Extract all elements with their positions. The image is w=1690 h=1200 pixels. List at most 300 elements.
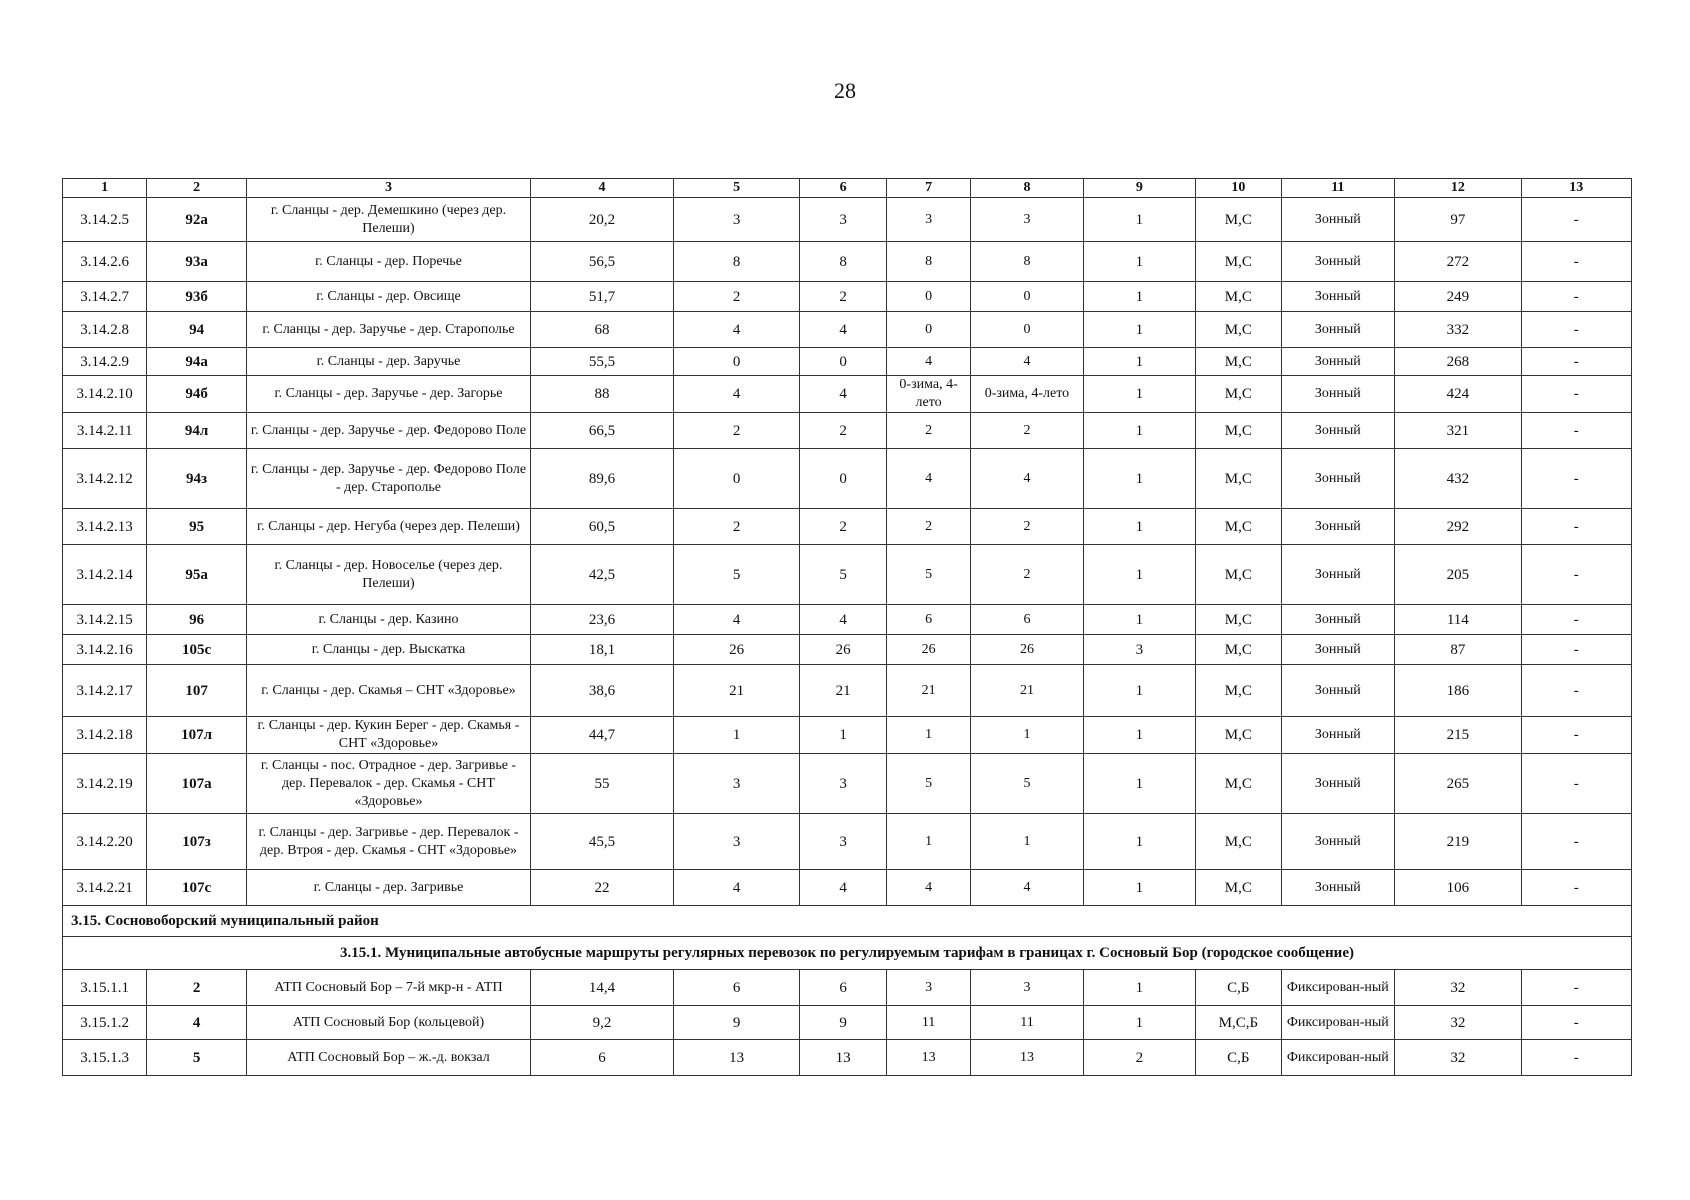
row-number: 3.14.2.6 [63,242,147,282]
vehicle-class: М,С [1196,635,1281,665]
table-body [63,198,1632,1076]
cell-col6: 4 [800,870,887,906]
row-number: 3.14.2.16 [63,635,147,665]
cell-col7: 3 [886,970,970,1006]
route-length: 66,5 [531,413,674,449]
route-name: г. Сланцы - дер. Негуба (через дер. Пелеши) [246,509,530,545]
tariff-type: Фиксирован-ный [1281,1040,1395,1076]
cell-col7: 2 [886,413,970,449]
cell-col13: - [1521,754,1631,814]
cell-col13: - [1521,198,1631,242]
row-number: 3.14.2.20 [63,814,147,870]
tariff-type: Зонный [1281,870,1395,906]
table-row [63,282,1632,312]
tariff-type: Зонный [1281,449,1395,509]
table-row [63,605,1632,635]
route-name: г. Сланцы - дер. Заручье - дер. Федорово Поле [246,413,530,449]
cell-col9: 1 [1083,348,1195,376]
cell-col5: 4 [673,312,800,348]
cell-col12: 219 [1395,814,1522,870]
cell-col9: 1 [1083,545,1195,605]
cell-col13: - [1521,376,1631,413]
cell-col8: 4 [971,348,1083,376]
cell-col13: - [1521,814,1631,870]
route-name: г. Сланцы - дер. Заручье - дер. Федорово Поле - дер. Старополье [246,449,530,509]
row-number: 3.14.2.17 [63,665,147,717]
cell-col12: 321 [1395,413,1522,449]
cell-col8: 2 [971,413,1083,449]
cell-col6: 4 [800,376,887,413]
cell-col6: 2 [800,509,887,545]
vehicle-class: М,С,Б [1196,1006,1281,1040]
route-number: 4 [147,1006,246,1040]
route-name: г. Сланцы - дер. Заручье - дер. Старополье [246,312,530,348]
cell-col8: 1 [971,814,1083,870]
route-number: 93б [147,282,246,312]
cell-col8: 0 [971,282,1083,312]
cell-col13: - [1521,348,1631,376]
route-name: г. Сланцы - дер. Кукин Берег - дер. Скамья - СНТ «Здоровье» [246,717,530,754]
cell-col6: 4 [800,312,887,348]
cell-col13: - [1521,242,1631,282]
cell-col8: 13 [971,1040,1083,1076]
route-length: 38,6 [531,665,674,717]
cell-col5: 6 [673,970,800,1006]
tariff-type: Зонный [1281,242,1395,282]
cell-col6: 0 [800,348,887,376]
route-length: 6 [531,1040,674,1076]
cell-col9: 1 [1083,413,1195,449]
tariff-type: Зонный [1281,545,1395,605]
route-length: 14,4 [531,970,674,1006]
cell-col5: 4 [673,376,800,413]
cell-col13: - [1521,413,1631,449]
route-number: 94л [147,413,246,449]
cell-col13: - [1521,870,1631,906]
cell-col7: 11 [886,1006,970,1040]
cell-col5: 0 [673,449,800,509]
cell-col9: 2 [1083,1040,1195,1076]
cell-col9: 1 [1083,717,1195,754]
cell-col5: 21 [673,665,800,717]
cell-col8: 5 [971,754,1083,814]
cell-col12: 432 [1395,449,1522,509]
vehicle-class: М,С [1196,717,1281,754]
cell-col7: 4 [886,348,970,376]
row-number: 3.14.2.21 [63,870,147,906]
cell-col13: - [1521,545,1631,605]
cell-col9: 1 [1083,312,1195,348]
cell-col12: 292 [1395,509,1522,545]
row-number: 3.14.2.9 [63,348,147,376]
cell-col9: 1 [1083,754,1195,814]
cell-col7: 26 [886,635,970,665]
row-number: 3.14.2.10 [63,376,147,413]
route-name: г. Сланцы - дер. Овсище [246,282,530,312]
cell-col8: 1 [971,717,1083,754]
subsection-title: 3.15.1. Муниципальные автобусные маршруты регулярных перевозок по регулируемым тарифам в границах г. Сосновый Бор (городское сообщение) [63,937,1632,970]
route-number: 107с [147,870,246,906]
vehicle-class: М,С [1196,665,1281,717]
vehicle-class: М,С [1196,814,1281,870]
cell-col5: 2 [673,413,800,449]
cell-col9: 1 [1083,198,1195,242]
route-length: 22 [531,870,674,906]
cell-col6: 13 [800,1040,887,1076]
cell-col7: 4 [886,449,970,509]
route-name: г. Сланцы - дер. Загривье - дер. Перевалок - дер. Втроя - дер. Скамья - СНТ «Здоровье» [246,814,530,870]
column-header: 5 [673,179,800,198]
cell-col13: - [1521,717,1631,754]
tariff-type: Фиксирован-ный [1281,970,1395,1006]
cell-col12: 114 [1395,605,1522,635]
route-length: 18,1 [531,635,674,665]
row-number: 3.14.2.19 [63,754,147,814]
cell-col13: - [1521,1006,1631,1040]
cell-col6: 26 [800,635,887,665]
route-name: г. Сланцы - дер. Казино [246,605,530,635]
vehicle-class: М,С [1196,376,1281,413]
route-number: 107 [147,665,246,717]
table-header [63,179,1632,198]
row-number: 3.14.2.7 [63,282,147,312]
route-length: 45,5 [531,814,674,870]
cell-col12: 32 [1395,970,1522,1006]
cell-col5: 9 [673,1006,800,1040]
cell-col5: 3 [673,814,800,870]
route-number: 96 [147,605,246,635]
tariff-type: Зонный [1281,282,1395,312]
cell-col8: 2 [971,509,1083,545]
cell-col6: 3 [800,814,887,870]
tariff-type: Зонный [1281,509,1395,545]
cell-col9: 1 [1083,665,1195,717]
vehicle-class: М,С [1196,449,1281,509]
cell-col7: 5 [886,754,970,814]
cell-col8: 6 [971,605,1083,635]
cell-col7: 5 [886,545,970,605]
vehicle-class: М,С [1196,870,1281,906]
table-row [63,376,1632,413]
cell-col9: 1 [1083,605,1195,635]
tariff-type: Зонный [1281,717,1395,754]
cell-col12: 332 [1395,312,1522,348]
route-name: г. Сланцы - дер. Поречье [246,242,530,282]
cell-col9: 1 [1083,1006,1195,1040]
column-header: 13 [1521,179,1631,198]
table-row [63,242,1632,282]
route-name: г. Сланцы - дер. Загривье [246,870,530,906]
row-number: 3.15.1.1 [63,970,147,1006]
cell-col6: 1 [800,717,887,754]
route-number: 92а [147,198,246,242]
section-row [63,906,1632,937]
route-name: г. Сланцы - дер. Заручье - дер. Загорье [246,376,530,413]
route-length: 42,5 [531,545,674,605]
route-length: 88 [531,376,674,413]
cell-col13: - [1521,605,1631,635]
cell-col12: 272 [1395,242,1522,282]
cell-col5: 4 [673,870,800,906]
route-name: г. Сланцы - дер. Заручье [246,348,530,376]
cell-col7: 21 [886,665,970,717]
cell-col5: 8 [673,242,800,282]
route-number: 94а [147,348,246,376]
column-header: 6 [800,179,887,198]
cell-col6: 4 [800,605,887,635]
cell-col7: 0 [886,312,970,348]
column-header: 8 [971,179,1083,198]
route-length: 55 [531,754,674,814]
route-name: г. Сланцы - дер. Скамья – СНТ «Здоровье» [246,665,530,717]
tariff-type: Зонный [1281,754,1395,814]
cell-col5: 3 [673,198,800,242]
vehicle-class: М,С [1196,198,1281,242]
vehicle-class: М,С [1196,282,1281,312]
table-row [63,509,1632,545]
cell-col12: 97 [1395,198,1522,242]
cell-col7: 6 [886,605,970,635]
table-row [63,312,1632,348]
cell-col5: 13 [673,1040,800,1076]
vehicle-class: С,Б [1196,1040,1281,1076]
cell-col5: 0 [673,348,800,376]
cell-col6: 0 [800,449,887,509]
section-title: 3.15. Сосновоборский муниципальный район [63,906,1632,937]
column-header: 4 [531,179,674,198]
route-name: г. Сланцы - дер. Демешкино (через дер. Пелеши) [246,198,530,242]
cell-col9: 1 [1083,242,1195,282]
cell-col5: 3 [673,754,800,814]
route-name: г. Сланцы - дер. Выскатка [246,635,530,665]
tariff-type: Зонный [1281,605,1395,635]
cell-col5: 5 [673,545,800,605]
route-name: АТП Сосновый Бор (кольцевой) [246,1006,530,1040]
page-number: 28 [834,78,856,103]
tariff-type: Зонный [1281,814,1395,870]
column-header: 9 [1083,179,1195,198]
table-row [63,348,1632,376]
cell-col7: 8 [886,242,970,282]
cell-col6: 5 [800,545,887,605]
cell-col12: 186 [1395,665,1522,717]
cell-col5: 2 [673,282,800,312]
cell-col8: 21 [971,665,1083,717]
route-number: 105с [147,635,246,665]
route-length: 9,2 [531,1006,674,1040]
table-row [63,665,1632,717]
row-number: 3.14.2.11 [63,413,147,449]
table-row [63,717,1632,754]
cell-col8: 4 [971,870,1083,906]
vehicle-class: М,С [1196,545,1281,605]
column-header: 3 [246,179,530,198]
route-number: 94б [147,376,246,413]
row-number: 3.14.2.12 [63,449,147,509]
cell-col9: 1 [1083,449,1195,509]
cell-col6: 6 [800,970,887,1006]
cell-col13: - [1521,1040,1631,1076]
route-length: 23,6 [531,605,674,635]
cell-col5: 4 [673,605,800,635]
route-length: 89,6 [531,449,674,509]
cell-col9: 1 [1083,814,1195,870]
tariff-type: Зонный [1281,312,1395,348]
column-header: 12 [1395,179,1522,198]
cell-col9: 1 [1083,509,1195,545]
route-number: 95 [147,509,246,545]
route-number: 107л [147,717,246,754]
cell-col9: 1 [1083,376,1195,413]
cell-col12: 424 [1395,376,1522,413]
table-row [63,198,1632,242]
cell-col12: 265 [1395,754,1522,814]
table-row [63,413,1632,449]
column-header: 11 [1281,179,1395,198]
route-length: 68 [531,312,674,348]
cell-col13: - [1521,635,1631,665]
tariff-type: Зонный [1281,376,1395,413]
cell-col5: 26 [673,635,800,665]
route-number: 107а [147,754,246,814]
route-length: 55,5 [531,348,674,376]
table-row [63,970,1632,1006]
row-number: 3.15.1.2 [63,1006,147,1040]
tariff-type: Зонный [1281,198,1395,242]
subsection-row [63,937,1632,970]
row-number: 3.14.2.14 [63,545,147,605]
vehicle-class: М,С [1196,413,1281,449]
route-number: 5 [147,1040,246,1076]
cell-col6: 21 [800,665,887,717]
tariff-type: Фиксирован-ный [1281,1006,1395,1040]
row-number: 3.14.2.8 [63,312,147,348]
table-row [63,1006,1632,1040]
route-number: 2 [147,970,246,1006]
cell-col13: - [1521,665,1631,717]
cell-col8: 3 [971,198,1083,242]
cell-col6: 3 [800,198,887,242]
route-length: 60,5 [531,509,674,545]
route-name: г. Сланцы - пос. Отрадное - дер. Загривье - дер. Перевалок - дер. Скамья - СНТ «Здоровье» [246,754,530,814]
cell-col13: - [1521,970,1631,1006]
route-name: АТП Сосновый Бор – 7-й мкр-н - АТП [246,970,530,1006]
column-header: 1 [63,179,147,198]
vehicle-class: М,С [1196,242,1281,282]
routes-table [62,178,1632,1076]
cell-col12: 249 [1395,282,1522,312]
row-number: 3.14.2.18 [63,717,147,754]
cell-col6: 2 [800,282,887,312]
column-header: 7 [886,179,970,198]
header-row [63,179,1632,198]
cell-col7: 2 [886,509,970,545]
row-number: 3.15.1.3 [63,1040,147,1076]
cell-col8: 0 [971,312,1083,348]
cell-col12: 106 [1395,870,1522,906]
cell-col13: - [1521,282,1631,312]
cell-col12: 87 [1395,635,1522,665]
cell-col6: 8 [800,242,887,282]
cell-col7: 13 [886,1040,970,1076]
cell-col8: 11 [971,1006,1083,1040]
cell-col6: 2 [800,413,887,449]
cell-col8: 0-зима, 4-лето [971,376,1083,413]
cell-col13: - [1521,509,1631,545]
cell-col7: 0 [886,282,970,312]
table-row [63,754,1632,814]
cell-col5: 1 [673,717,800,754]
cell-col5: 2 [673,509,800,545]
cell-col12: 32 [1395,1040,1522,1076]
cell-col8: 2 [971,545,1083,605]
cell-col9: 3 [1083,635,1195,665]
route-number: 107з [147,814,246,870]
cell-col12: 205 [1395,545,1522,605]
cell-col7: 4 [886,870,970,906]
table-row [63,449,1632,509]
vehicle-class: М,С [1196,348,1281,376]
table-row [63,635,1632,665]
cell-col12: 215 [1395,717,1522,754]
route-name: г. Сланцы - дер. Новоселье (через дер. Пелеши) [246,545,530,605]
cell-col13: - [1521,449,1631,509]
route-number: 94 [147,312,246,348]
cell-col7: 1 [886,717,970,754]
cell-col7: 0-зима, 4-лето [886,376,970,413]
route-length: 20,2 [531,198,674,242]
cell-col9: 1 [1083,870,1195,906]
row-number: 3.14.2.15 [63,605,147,635]
row-number: 3.14.2.5 [63,198,147,242]
route-length: 51,7 [531,282,674,312]
cell-col8: 3 [971,970,1083,1006]
cell-col6: 9 [800,1006,887,1040]
cell-col9: 1 [1083,970,1195,1006]
tariff-type: Зонный [1281,665,1395,717]
cell-col7: 1 [886,814,970,870]
cell-col12: 268 [1395,348,1522,376]
cell-col8: 4 [971,449,1083,509]
tariff-type: Зонный [1281,348,1395,376]
cell-col8: 26 [971,635,1083,665]
cell-col9: 1 [1083,282,1195,312]
column-header: 2 [147,179,246,198]
vehicle-class: М,С [1196,509,1281,545]
table-row [63,1040,1632,1076]
route-length: 56,5 [531,242,674,282]
tariff-type: Зонный [1281,413,1395,449]
route-length: 44,7 [531,717,674,754]
route-number: 95а [147,545,246,605]
table-row [63,545,1632,605]
route-number: 93а [147,242,246,282]
vehicle-class: С,Б [1196,970,1281,1006]
vehicle-class: М,С [1196,605,1281,635]
vehicle-class: М,С [1196,312,1281,348]
table-row [63,870,1632,906]
column-header: 10 [1196,179,1281,198]
cell-col13: - [1521,312,1631,348]
row-number: 3.14.2.13 [63,509,147,545]
route-number: 94з [147,449,246,509]
cell-col6: 3 [800,754,887,814]
vehicle-class: М,С [1196,754,1281,814]
tariff-type: Зонный [1281,635,1395,665]
table-row [63,814,1632,870]
route-name: АТП Сосновый Бор – ж.-д. вокзал [246,1040,530,1076]
cell-col7: 3 [886,198,970,242]
